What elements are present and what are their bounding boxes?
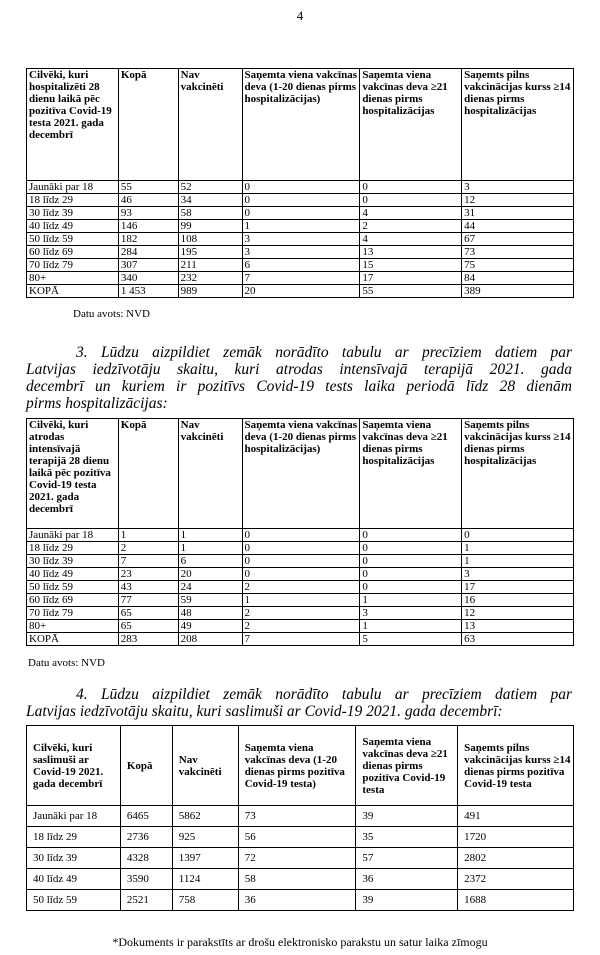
text-line: 3. Lūdzu aizpildiet zemāk norādīto tabulu ar precīziem datiem par (76, 344, 572, 361)
value-cell: 17 (360, 272, 462, 285)
header-cell: Saņemta viena vakcīnas deva (1-20 dienas pirms hospitalizācijas) (242, 69, 360, 181)
value-cell: 3 (242, 246, 360, 259)
value-cell: 2 (118, 542, 178, 555)
value-cell: 35 (356, 827, 458, 848)
value-cell: 0 (242, 207, 360, 220)
value-cell: 0 (242, 542, 360, 555)
value-cell: 232 (178, 272, 242, 285)
value-cell: 3 (462, 568, 574, 581)
table-row (27, 233, 574, 246)
table-header-row (27, 419, 574, 529)
header-cell: Saņemta viena vakcīnas deva (1-20 dienas pirms pozitīva Covid-19 testa) (238, 726, 356, 806)
value-cell: 56 (238, 827, 356, 848)
value-cell: 52 (178, 181, 242, 194)
value-cell: 4 (360, 207, 462, 220)
value-cell: 2 (242, 581, 360, 594)
value-cell: 15 (360, 259, 462, 272)
table-row (27, 272, 574, 285)
value-cell: 5862 (172, 806, 238, 827)
value-cell: 3590 (120, 869, 172, 890)
table-row (27, 246, 574, 259)
value-cell: 12 (462, 194, 574, 207)
header-cell: Nav vakcinēti (178, 69, 242, 181)
text-line: Latvijas iedzīvotāju skaitu, kuri atrodas intensīvajā terapijā 2021. gada (26, 361, 572, 378)
header-cell: Saņemts pilns vakcinācijas kurss ≥14 dienas pirms hospitalizācijas (462, 69, 574, 181)
value-cell: 55 (360, 285, 462, 298)
row-label-cell: 30 līdz 39 (27, 207, 119, 220)
text-line: pirms hospitalizācijas: (26, 395, 168, 412)
value-cell: 2372 (458, 869, 574, 890)
value-cell: 67 (462, 233, 574, 246)
table-row (27, 607, 574, 620)
value-cell: 49 (178, 620, 242, 633)
table-row (27, 633, 574, 646)
value-cell: 65 (118, 620, 178, 633)
value-cell: 73 (462, 246, 574, 259)
data-source-note: Datu avots: NVD (73, 308, 150, 320)
table-hospitalized (26, 68, 574, 298)
row-label-cell: 60 līdz 69 (27, 594, 119, 607)
value-cell: 0 (360, 542, 462, 555)
row-label-cell: 40 līdz 49 (27, 568, 119, 581)
row-label-cell: 50 līdz 59 (27, 581, 119, 594)
header-cell: Kopā (118, 419, 178, 529)
row-label-cell: 40 līdz 49 (27, 220, 119, 233)
table-row (27, 542, 574, 555)
value-cell: 7 (242, 272, 360, 285)
signature-footer-note: *Dokuments ir parakstīts ar drošu elektronisko parakstu un satur laika zīmogu (112, 935, 488, 949)
value-cell: 0 (242, 529, 360, 542)
value-cell: 0 (462, 529, 574, 542)
row-label-cell: KOPĀ (27, 633, 119, 646)
value-cell: 20 (242, 285, 360, 298)
value-cell: 0 (360, 568, 462, 581)
table-row (27, 194, 574, 207)
row-label-cell: 70 līdz 79 (27, 259, 119, 272)
value-cell: 0 (242, 568, 360, 581)
value-cell: 1 (462, 555, 574, 568)
value-cell: 1 (178, 542, 242, 555)
table-row (27, 827, 574, 848)
row-label-cell: 40 līdz 49 (27, 869, 121, 890)
table-row (27, 181, 574, 194)
header-cell: Saņemta viena vakcīnas deva ≥21 dienas pirms hospitalizācijas (360, 69, 462, 181)
value-cell: 6 (178, 555, 242, 568)
value-cell: 146 (118, 220, 178, 233)
value-cell: 0 (242, 194, 360, 207)
value-cell: 340 (118, 272, 178, 285)
value-cell: 1124 (172, 869, 238, 890)
value-cell: 6465 (120, 806, 172, 827)
value-cell: 1 (360, 620, 462, 633)
value-cell: 99 (178, 220, 242, 233)
question-4-text (26, 686, 572, 720)
value-cell: 12 (462, 607, 574, 620)
value-cell: 13 (360, 246, 462, 259)
value-cell: 389 (462, 285, 574, 298)
table-row (27, 555, 574, 568)
value-cell: 0 (242, 555, 360, 568)
value-cell: 58 (178, 207, 242, 220)
data-source-note: Datu avots: NVD (28, 657, 105, 669)
value-cell: 6 (242, 259, 360, 272)
row-label-cell: 18 līdz 29 (27, 542, 119, 555)
value-cell: 1 (242, 594, 360, 607)
row-label-cell: 30 līdz 39 (27, 555, 119, 568)
value-cell: 39 (356, 890, 458, 911)
header-cell: Kopā (120, 726, 172, 806)
text-line: 4. Lūdzu aizpildiet zemāk norādīto tabulu ar precīziem datiem par (76, 686, 572, 703)
row-label-cell: Jaunāki par 18 (27, 181, 119, 194)
value-cell: 108 (178, 233, 242, 246)
page-number: 4 (296, 8, 304, 23)
table-intensive-care (26, 418, 574, 646)
value-cell: 17 (462, 581, 574, 594)
value-cell: 1 (462, 542, 574, 555)
value-cell: 75 (462, 259, 574, 272)
value-cell: 0 (360, 529, 462, 542)
value-cell: 57 (356, 848, 458, 869)
table-row (27, 848, 574, 869)
value-cell: 55 (118, 181, 178, 194)
value-cell: 208 (178, 633, 242, 646)
value-cell: 24 (178, 581, 242, 594)
value-cell: 2 (360, 220, 462, 233)
text-line: decembrī un kuriem ir pozitīvs Covid-19 tests laika periodā līdz 28 dienām (26, 378, 572, 395)
value-cell: 0 (360, 194, 462, 207)
value-cell: 44 (462, 220, 574, 233)
header-cell: Saņemta viena vakcīnas deva (1-20 dienas pirms hospitalizācijas) (242, 419, 360, 529)
row-label-cell: Jaunāki par 18 (27, 529, 119, 542)
value-cell: 59 (178, 594, 242, 607)
table-row (27, 285, 574, 298)
value-cell: 1 (242, 220, 360, 233)
table-infected (26, 725, 574, 911)
value-cell: 36 (356, 869, 458, 890)
value-cell: 2521 (120, 890, 172, 911)
value-cell: 307 (118, 259, 178, 272)
value-cell: 23 (118, 568, 178, 581)
table-row (27, 529, 574, 542)
row-label-cell: 80+ (27, 272, 119, 285)
row-label-cell: Jaunāki par 18 (27, 806, 121, 827)
table-header-row (27, 69, 574, 181)
value-cell: 7 (118, 555, 178, 568)
value-cell: 2 (242, 620, 360, 633)
value-cell: 39 (356, 806, 458, 827)
value-cell: 2802 (458, 848, 574, 869)
row-label-cell: KOPĀ (27, 285, 119, 298)
value-cell: 758 (172, 890, 238, 911)
header-cell: Cilvēki, kuri saslimuši ar Covid-19 2021. gada decembrī (27, 726, 121, 806)
table-header-row (27, 726, 574, 806)
value-cell: 3 (242, 233, 360, 246)
value-cell: 1 (118, 529, 178, 542)
text-line: Latvijas iedzīvotāju skaitu, kuri saslimuši ar Covid-19 2021. gada decembrī: (26, 703, 503, 720)
value-cell: 491 (458, 806, 574, 827)
value-cell: 0 (360, 581, 462, 594)
header-cell: Saņemts pilns vakcinācijas kurss ≥14 dienas pirms pozitīva Covid-19 testa (458, 726, 574, 806)
table-row (27, 207, 574, 220)
row-label-cell: 18 līdz 29 (27, 194, 119, 207)
value-cell: 93 (118, 207, 178, 220)
row-label-cell: 30 līdz 39 (27, 848, 121, 869)
value-cell: 7 (242, 633, 360, 646)
table-row (27, 594, 574, 607)
header-cell: Saņemta viena vakcīnas deva ≥21 dienas pirms hospitalizācijas (360, 419, 462, 529)
value-cell: 31 (462, 207, 574, 220)
value-cell: 989 (178, 285, 242, 298)
value-cell: 13 (462, 620, 574, 633)
row-label-cell: 80+ (27, 620, 119, 633)
value-cell: 36 (238, 890, 356, 911)
value-cell: 211 (178, 259, 242, 272)
table-row (27, 620, 574, 633)
value-cell: 3 (360, 607, 462, 620)
table-row (27, 259, 574, 272)
value-cell: 0 (360, 555, 462, 568)
value-cell: 72 (238, 848, 356, 869)
value-cell: 1720 (458, 827, 574, 848)
header-cell: Cilvēki, kuri atrodas intensīvajā terapijā 28 dienu laikā pēc pozitīva Covid-19 testa 2021. gada decembrī (27, 419, 119, 529)
value-cell: 1 453 (118, 285, 178, 298)
value-cell: 3 (462, 181, 574, 194)
row-label-cell: 50 līdz 59 (27, 890, 121, 911)
value-cell: 84 (462, 272, 574, 285)
value-cell: 65 (118, 607, 178, 620)
value-cell: 73 (238, 806, 356, 827)
value-cell: 43 (118, 581, 178, 594)
header-cell: Kopā (118, 69, 178, 181)
value-cell: 2736 (120, 827, 172, 848)
header-cell: Saņemta viena vakcīnas deva ≥21 dienas pirms pozitīva Covid-19 testa (356, 726, 458, 806)
table-row (27, 806, 574, 827)
value-cell: 1 (360, 594, 462, 607)
value-cell: 46 (118, 194, 178, 207)
value-cell: 5 (360, 633, 462, 646)
value-cell: 77 (118, 594, 178, 607)
row-label-cell: 18 līdz 29 (27, 827, 121, 848)
table-row (27, 890, 574, 911)
row-label-cell: 70 līdz 79 (27, 607, 119, 620)
value-cell: 1688 (458, 890, 574, 911)
value-cell: 1 (178, 529, 242, 542)
header-cell: Cilvēki, kuri hospitalizēti 28 dienu laikā pēc pozitīva Covid-19 testa 2021. gada decembrī (27, 69, 119, 181)
value-cell: 195 (178, 246, 242, 259)
table-row (27, 220, 574, 233)
table-row (27, 568, 574, 581)
value-cell: 4 (360, 233, 462, 246)
header-cell: Nav vakcinēti (178, 419, 242, 529)
value-cell: 1397 (172, 848, 238, 869)
value-cell: 0 (360, 181, 462, 194)
value-cell: 182 (118, 233, 178, 246)
header-cell: Nav vakcinēti (172, 726, 238, 806)
value-cell: 63 (462, 633, 574, 646)
value-cell: 284 (118, 246, 178, 259)
value-cell: 16 (462, 594, 574, 607)
value-cell: 34 (178, 194, 242, 207)
question-3-text (26, 344, 572, 412)
header-cell: Saņemts pilns vakcinācijas kurss ≥14 dienas pirms hospitalizācijas (462, 419, 574, 529)
value-cell: 20 (178, 568, 242, 581)
table-row (27, 869, 574, 890)
value-cell: 2 (242, 607, 360, 620)
value-cell: 283 (118, 633, 178, 646)
value-cell: 925 (172, 827, 238, 848)
table-row (27, 581, 574, 594)
row-label-cell: 50 līdz 59 (27, 233, 119, 246)
value-cell: 4328 (120, 848, 172, 869)
value-cell: 48 (178, 607, 242, 620)
value-cell: 58 (238, 869, 356, 890)
row-label-cell: 60 līdz 69 (27, 246, 119, 259)
value-cell: 0 (242, 181, 360, 194)
